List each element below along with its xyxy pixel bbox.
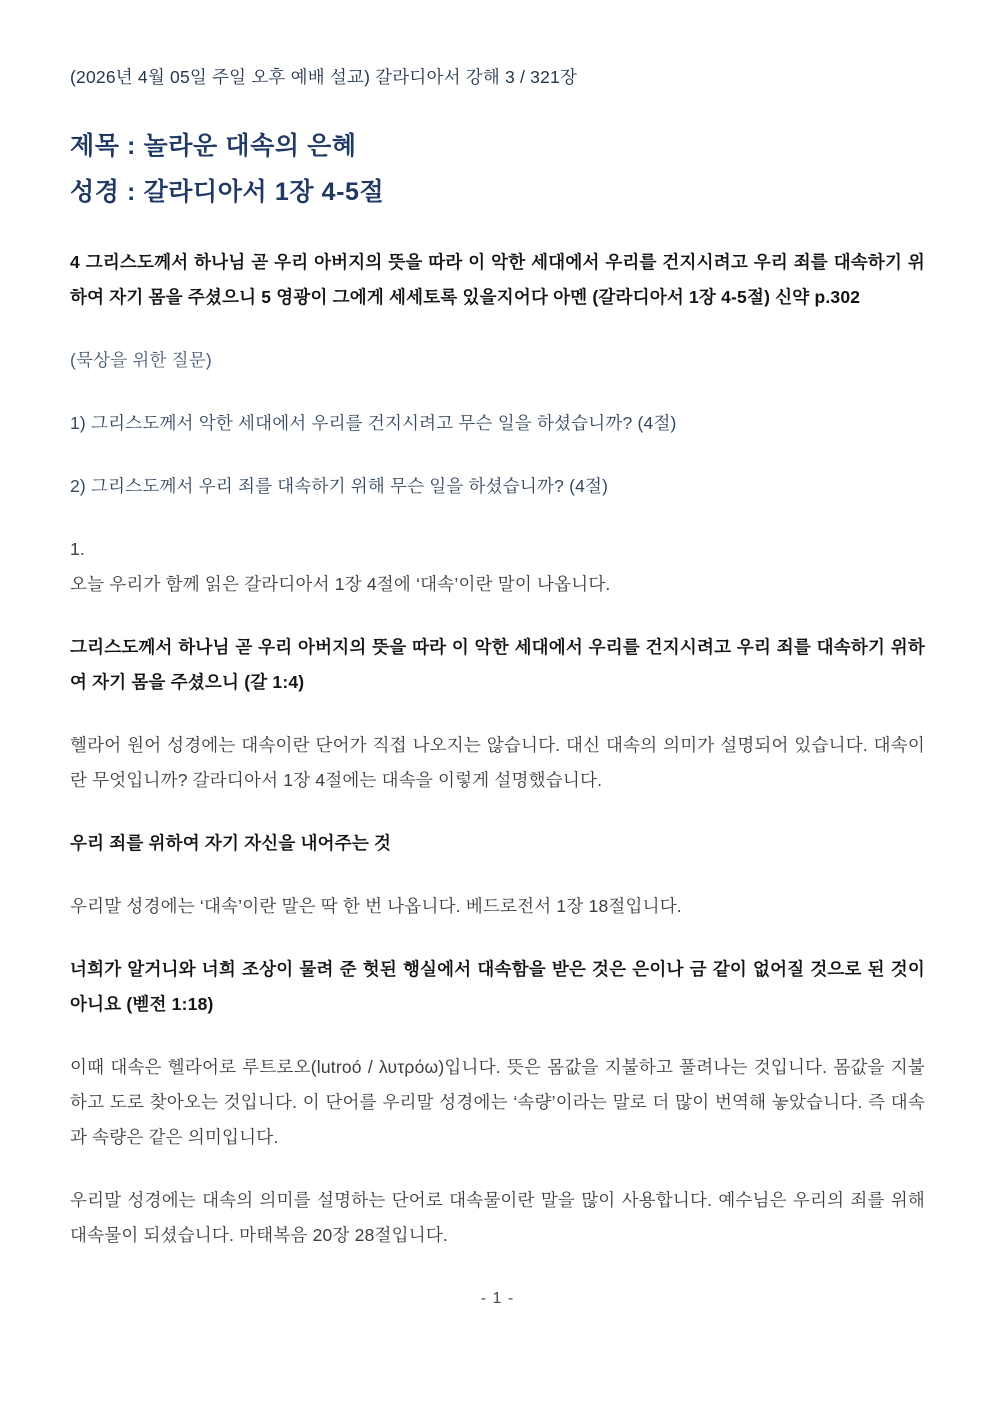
section-1-marker: 1. bbox=[70, 539, 85, 559]
question-1: 1) 그리스도께서 악한 세대에서 우리를 건지시려고 무슨 일을 하셨습니까? (4절) bbox=[70, 413, 677, 433]
paragraph-lutroo-meaning: 이때 대속은 헬라어로 루트로오(lutroó / λυτρόω)입니다. 뜻은 몸값을 지불하고 풀려나는 것입니다. 몸값을 지불하고 도로 찾아오는 것입니다. 이 단어를 우리말 성경에는 ‘속량’이라는 말로 더 많이 번역해 놓았습니다. 즉 대속과 속량은 같은 의미입니다. bbox=[70, 1057, 925, 1147]
quote-1peter-1-18: 너희가 알거니와 너희 조상이 물려 준 헛된 행실에서 대속함을 받은 것은 은이나 금 같이 없어질 것으로 된 것이 아니요 (벧전 1:18) bbox=[70, 959, 925, 1014]
paragraph-ransom-word: 우리말 성경에는 대속의 의미를 설명하는 단어로 대속물이란 말을 많이 사용합니다. 예수님은 우리의 죄를 위해 대속물이 되셨습니다. 마태복음 20장 28절입니다. bbox=[70, 1190, 925, 1245]
quote-redemption-definition: 우리 죄를 위하여 자기 자신을 내어주는 것 bbox=[70, 833, 392, 853]
section-1-intro: 오늘 우리가 함께 읽은 갈라디아서 1장 4절에 ‘대속’이란 말이 나옵니다. bbox=[70, 574, 611, 594]
quote-galatians-1-4: 그리스도께서 하나님 곧 우리 아버지의 뜻을 따라 이 악한 세대에서 우리를 건지시려고 우리 죄를 대속하기 위하여 자기 몸을 주셨으니 (갈 1:4) bbox=[70, 637, 925, 692]
doc-header-line: (2026년 4월 05일 주일 오후 예배 설교) 갈라디아서 강해 3 / 321장 bbox=[70, 67, 578, 87]
section-1-opening bbox=[70, 532, 925, 602]
scripture-passage: 4 그리스도께서 하나님 곧 우리 아버지의 뜻을 따라 이 악한 세대에서 우리를 건지시려고 우리 죄를 대속하기 위하여 자기 몸을 주셨으니 5 영광이 그에게 세세토록 있을지어다 아멘 (갈라디아서 1장 4-5절) 신약 p.302 bbox=[70, 252, 925, 307]
scripture-reference: 성경 : 갈라디아서 1장 4-5절 bbox=[70, 178, 385, 206]
question-2: 2) 그리스도께서 우리 죄를 대속하기 위해 무슨 일을 하셨습니까? (4절) bbox=[70, 476, 609, 496]
paragraph-greek-explanation: 헬라어 원어 성경에는 대속이란 단어가 직접 나오지는 않습니다. 대신 대속의 의미가 설명되어 있습니다. 대속이란 무엇입니까? 갈라디아서 1장 4절에는 대속을 이렇게 설명했습니다. bbox=[70, 735, 925, 790]
paragraph-korean-bible-usage: 우리말 성경에는 ‘대속’이란 말은 딱 한 번 나옵니다. 베드로전서 1장 18절입니다. bbox=[70, 896, 682, 916]
page-number: - 1 - bbox=[480, 1290, 515, 1307]
sermon-title: 제목 : 놀라운 대속의 은혜 bbox=[70, 132, 357, 160]
meditation-questions-label: (묵상을 위한 질문) bbox=[70, 350, 212, 370]
title-block bbox=[70, 123, 925, 215]
